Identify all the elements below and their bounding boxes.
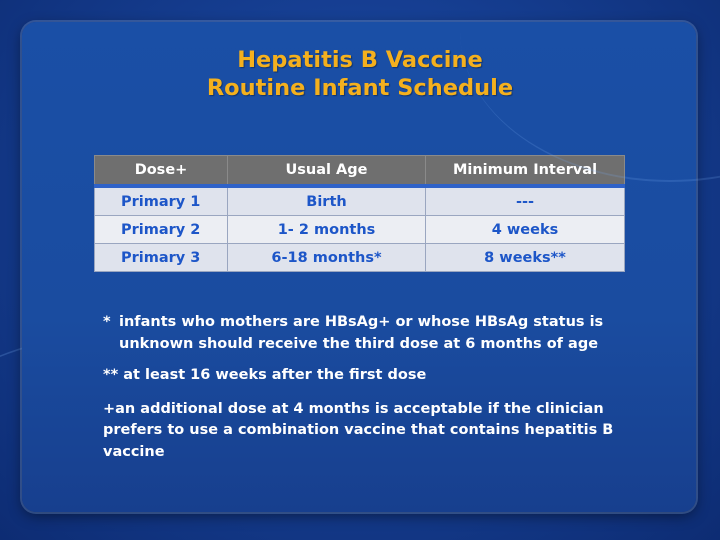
footnote-single-asterisk [103,312,603,355]
slide-title [0,46,720,102]
cell-usual-age: 6-18 months* [228,244,426,272]
footnote-line: prefers to use a combination vaccine that contains hepatitis B [103,422,614,438]
footnote-marker: * [103,314,111,330]
footnote-line: infants who mothers are HBsAg+ or whose HBsAg status is [119,314,604,330]
footnote-line: vaccine [103,443,165,460]
table-header-row [95,156,625,187]
header-dose: Dose+ [95,156,228,187]
cell-minimum-interval: 4 weeks [426,216,625,244]
schedule-table [94,155,625,272]
footnote-plus [103,399,614,464]
title-line-2: Routine Infant Schedule [206,75,514,101]
cell-minimum-interval: 8 weeks** [426,244,625,272]
table-row [95,186,625,216]
cell-usual-age: 1- 2 months [228,216,426,244]
footnotes [103,312,614,463]
cell-usual-age: Birth [228,186,426,216]
footnote-double-asterisk: ** at least 16 weeks after the first dose [103,367,427,383]
cell-dose: Primary 2 [95,216,228,244]
header-usual-age: Usual Age [228,156,426,187]
table-row [95,244,625,272]
cell-minimum-interval: --- [426,186,625,216]
cell-dose: Primary 1 [95,186,228,216]
title-line-1: Hepatitis B Vaccine [237,47,483,73]
table-row [95,216,625,244]
cell-dose: Primary 3 [95,244,228,272]
header-minimum-interval: Minimum Interval [426,156,625,187]
footnote-line: +an additional dose at 4 months is acceptable if the clinician [103,400,604,417]
footnote-line: unknown should receive the third dose at 6 months of age [119,335,599,352]
